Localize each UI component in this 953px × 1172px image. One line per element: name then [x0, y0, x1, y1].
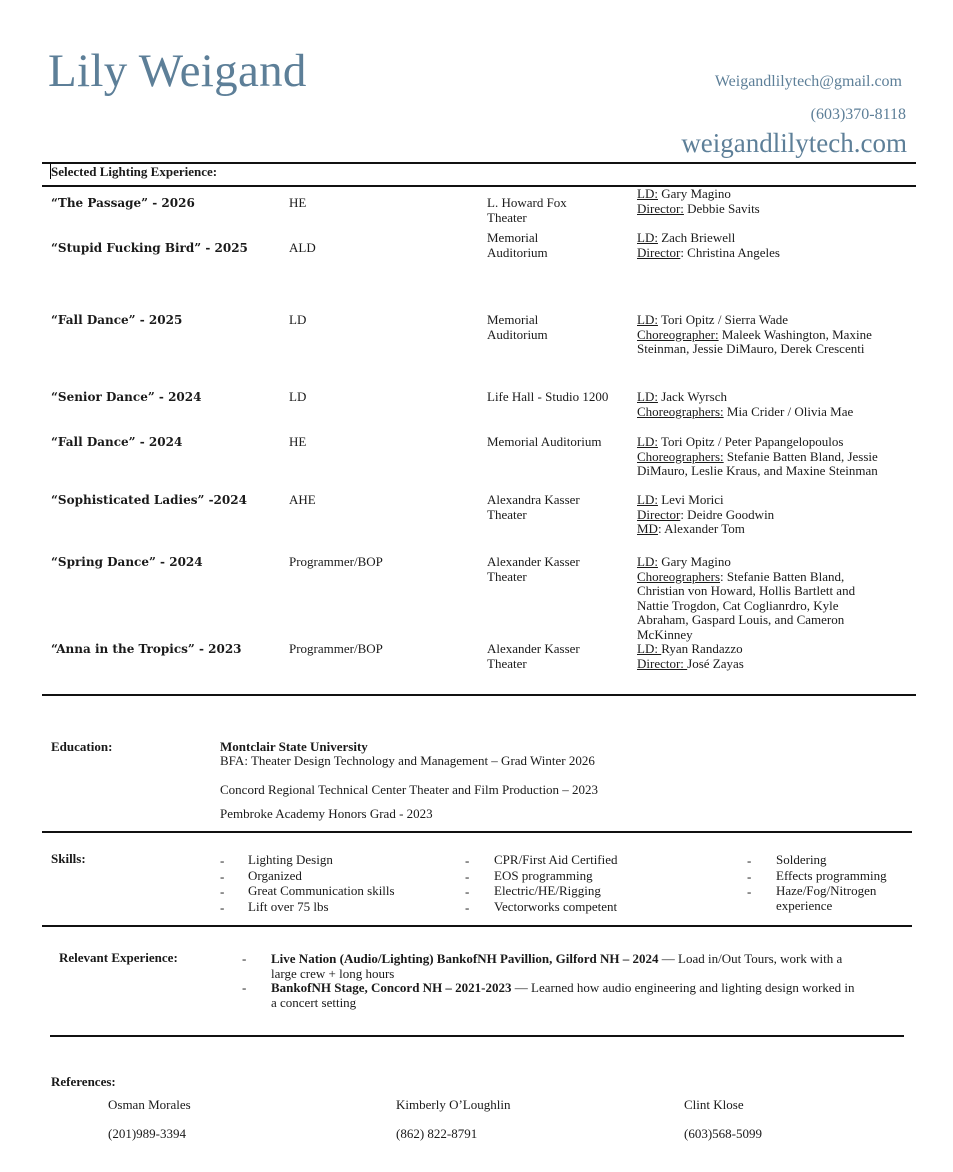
- relevant-item: [271, 981, 911, 1010]
- credit-line: [637, 508, 774, 523]
- credit-value: DiMauro, Leslie Kraus, and Maxine Steinman: [637, 463, 878, 478]
- credit-line: [637, 657, 744, 672]
- credit-label: Director: [637, 506, 681, 522]
- credit-line: [637, 202, 760, 217]
- divider: [42, 185, 916, 187]
- credit-label: Choreographer:: [637, 326, 719, 342]
- credit-line: [637, 642, 744, 657]
- venue-line: Memorial: [487, 230, 539, 245]
- credit-label: Director:: [637, 655, 688, 671]
- education-title: Education:: [51, 739, 113, 754]
- credit-value: : Christina Angeles: [680, 244, 780, 260]
- credit-value: Christian von Howard, Hollis Bartlett and: [637, 583, 856, 598]
- skill-item: Haze/Fog/Nitrogen: [776, 883, 877, 898]
- credit-value: José Zayas: [687, 655, 744, 671]
- reference-name: Osman Morales: [108, 1097, 191, 1112]
- relevant-item-heading: Live Nation (Audio/Lighting) BankofNH Pavillion, Gilford NH – 2024: [271, 951, 659, 966]
- bullet: -: [465, 853, 470, 868]
- credit-label: LD:: [637, 492, 658, 507]
- show-title: “Fall Dance” - 2025: [51, 313, 183, 327]
- show-title: “Spring Dance” - 2024: [51, 555, 203, 569]
- credit-label: LD:: [637, 312, 658, 327]
- show-role: Programmer/BOP: [289, 641, 383, 656]
- venue-line: Auditorium: [487, 326, 548, 342]
- credit-value: Ryan Randazzo: [661, 641, 743, 656]
- credit-value: Debbie Savits: [683, 200, 760, 216]
- venue-line: Alexander Kasser: [487, 554, 580, 569]
- show-credits: [637, 390, 853, 419]
- bullet: -: [747, 869, 752, 884]
- show-credits: [637, 555, 855, 642]
- reference-name: Clint Klose: [684, 1097, 744, 1112]
- credit-value: Nattie Trogdon, Cat Coglianrdro, Kyle: [637, 597, 839, 613]
- show-credits: [637, 435, 878, 479]
- relevant-title: Relevant Experience:: [59, 950, 178, 965]
- show-role: ALD: [289, 240, 316, 255]
- reference-phone: (862) 822-8791: [396, 1126, 478, 1141]
- credit-value: : Stefanie Batten Bland,: [720, 568, 845, 584]
- references-title: References:: [51, 1074, 116, 1089]
- bullet: -: [465, 884, 470, 899]
- show-title: “The Passage” - 2026: [51, 196, 195, 210]
- credit-line: [637, 187, 760, 202]
- reference-phone: (201)989-3394: [108, 1126, 186, 1141]
- credit-label: Director:: [637, 200, 684, 216]
- credit-line: [637, 599, 855, 614]
- credit-value: Tori Opitz / Sierra Wade: [657, 312, 789, 327]
- credit-line: [637, 246, 780, 261]
- credit-line: [637, 435, 878, 450]
- divider: [42, 925, 912, 927]
- bullet: -: [747, 853, 752, 868]
- credit-value: Maleek Washington, Maxine: [718, 326, 872, 342]
- relevant-item-text: large crew + long hours: [271, 965, 395, 981]
- credit-line: [637, 313, 872, 328]
- show-role: Programmer/BOP: [289, 554, 383, 569]
- credit-value: : Alexander Tom: [657, 521, 745, 536]
- bullet: -: [465, 900, 470, 915]
- show-credits: [637, 187, 760, 216]
- credit-label: LD:: [637, 389, 658, 404]
- show-role: LD: [289, 389, 307, 404]
- credit-value: Jack Wyrsch: [657, 389, 727, 404]
- show-credits: [637, 493, 774, 537]
- bullet: -: [220, 900, 225, 915]
- show-venue: [487, 231, 548, 260]
- credit-label: LD:: [637, 434, 658, 449]
- skills-title: Skills:: [51, 851, 86, 866]
- education-school: Montclair State University: [220, 739, 368, 754]
- bullet: -: [465, 869, 470, 884]
- email-address: Weigandlilytech@gmail.com: [714, 73, 902, 90]
- credit-line: [637, 328, 872, 343]
- credit-label: LD:: [637, 641, 662, 656]
- credit-label: LD:: [637, 230, 658, 245]
- credit-line: [637, 493, 774, 508]
- credit-line: [637, 613, 855, 628]
- show-venue: [487, 493, 580, 522]
- credit-label: LD:: [637, 186, 658, 201]
- divider: [42, 831, 912, 833]
- show-title: “Senior Dance” - 2024: [51, 390, 202, 404]
- skill-item: Soldering: [776, 852, 827, 867]
- reference-phone: (603)568-5099: [684, 1126, 762, 1141]
- relevant-item-heading: BankofNH Stage, Concord NH – 2021-2023: [271, 980, 512, 995]
- venue-line: Theater: [487, 506, 527, 522]
- skill-item: EOS programming: [494, 868, 593, 883]
- credit-label: LD:: [637, 554, 658, 569]
- resume-name: Lily Weigand: [48, 45, 307, 97]
- venue-line: Alexander Kasser: [487, 641, 580, 656]
- skill-item: CPR/First Aid Certified: [494, 852, 618, 867]
- venue-line: Alexandra Kasser: [487, 492, 580, 507]
- venue-line: Memorial Auditorium: [487, 434, 602, 449]
- relevant-item-text: — Learned how audio engineering and lighting design worked in: [511, 980, 855, 995]
- venue-line: Memorial: [487, 312, 539, 327]
- credit-value: Zach Briewell: [657, 230, 736, 245]
- credit-line: [637, 570, 855, 585]
- show-role: LD: [289, 312, 307, 327]
- show-role: HE: [289, 195, 307, 210]
- show-title: “Fall Dance” - 2024: [51, 435, 183, 449]
- show-title: “Stupid Fucking Bird” - 2025: [51, 241, 248, 255]
- venue-line: Theater: [487, 655, 527, 671]
- credit-label: Choreographers: [637, 568, 721, 584]
- skill-item: Electric/HE/Rigging: [494, 883, 601, 898]
- show-role: HE: [289, 434, 307, 449]
- show-role: AHE: [289, 492, 316, 507]
- credit-value: Stefanie Batten Bland, Jessie: [723, 448, 878, 464]
- venue-line: Auditorium: [487, 244, 548, 260]
- skill-item: Effects programming: [776, 868, 887, 883]
- credit-value: : Deidre Goodwin: [680, 506, 775, 522]
- divider: [42, 694, 916, 696]
- experience-title: Selected Lighting Experience:: [51, 164, 218, 179]
- skill-item: Great Communication skills: [248, 883, 395, 898]
- credit-line: [637, 342, 872, 357]
- venue-line: L. Howard Fox: [487, 195, 567, 210]
- show-venue: [487, 196, 567, 225]
- credit-value: Gary Magino: [657, 186, 731, 201]
- reference-name: Kimberly O’Loughlin: [396, 1097, 511, 1112]
- education-line: Concord Regional Technical Center Theater and Film Production – 2023: [220, 782, 599, 797]
- skill-item: experience: [776, 898, 833, 913]
- relevant-item: [271, 952, 911, 981]
- show-credits: [637, 231, 780, 260]
- credit-label: Choreographers:: [637, 448, 724, 464]
- credit-value: Gary Magino: [657, 554, 731, 569]
- show-title: “Sophisticated Ladies” -2024: [51, 493, 247, 507]
- venue-line: Theater: [487, 568, 527, 584]
- skill-item: Lift over 75 lbs: [248, 899, 329, 914]
- credit-line: [637, 390, 853, 405]
- credit-line: [637, 628, 855, 643]
- skill-item: Organized: [248, 868, 302, 883]
- show-venue: [487, 390, 608, 405]
- credit-label: MD: [637, 521, 658, 536]
- relevant-item-text: a concert setting: [271, 994, 357, 1010]
- show-venue: [487, 642, 580, 671]
- credit-value: Mia Crider / Olivia Mae: [723, 403, 854, 419]
- show-venue: [487, 435, 601, 450]
- bullet: -: [242, 980, 247, 995]
- education-degree: BFA: Theater Design Technology and Management – Grad Winter 2026: [220, 753, 595, 768]
- credit-label: Director: [637, 244, 681, 260]
- show-credits: [637, 313, 872, 357]
- credit-line: [637, 464, 878, 479]
- credit-line: [637, 231, 780, 246]
- credit-value: Levi Morici: [657, 492, 724, 507]
- divider: [50, 1035, 904, 1037]
- credit-line: [637, 522, 774, 537]
- relevant-item-text: — Load in/Out Tours, work with a: [658, 951, 843, 966]
- skill-item: Vectorworks competent: [494, 899, 618, 914]
- website: weigandlilytech.com: [681, 128, 907, 158]
- credit-line: [637, 584, 855, 599]
- venue-line: Theater: [487, 209, 527, 225]
- credit-label: Choreographers:: [637, 403, 724, 419]
- bullet: -: [747, 884, 752, 899]
- venue-line: Life Hall - Studio 1200: [487, 389, 609, 404]
- credit-value: McKinney: [637, 626, 693, 642]
- bullet: -: [220, 853, 225, 868]
- credit-value: Tori Opitz / Peter Papangelopoulos: [657, 434, 844, 449]
- show-venue: [487, 555, 580, 584]
- skill-item: Lighting Design: [248, 852, 333, 867]
- education-line: Pembroke Academy Honors Grad - 2023: [220, 806, 433, 821]
- show-credits: [637, 642, 744, 671]
- bullet: -: [220, 869, 225, 884]
- credit-value: Abraham, Gaspard Louis, and Cameron: [637, 612, 845, 627]
- credit-value: Steinman, Jessie DiMauro, Derek Crescenti: [637, 341, 865, 356]
- show-title: “Anna in the Tropics” - 2023: [51, 642, 242, 656]
- phone-number: (603)370-8118: [810, 106, 906, 123]
- credit-line: [637, 555, 855, 570]
- credit-line: [637, 405, 853, 420]
- credit-line: [637, 450, 878, 465]
- show-venue: [487, 313, 548, 342]
- bullet: -: [220, 884, 225, 899]
- bullet: -: [242, 951, 247, 966]
